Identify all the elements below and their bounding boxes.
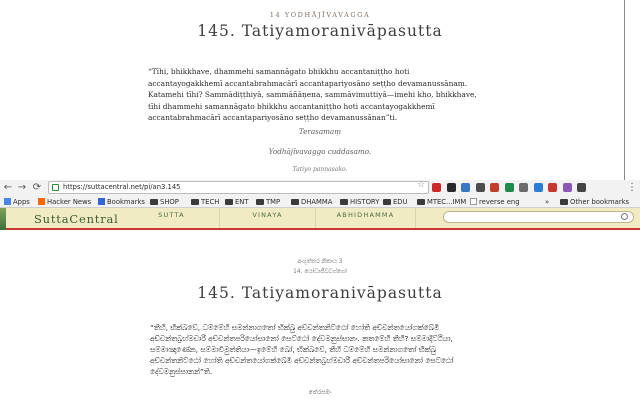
sutta-end-marker: තේරසමං [308,389,332,396]
sutta-body-text: “තීහි, භික්ඛවේ, ධම්මේහි සමන්නාගතෝ භික්ඛු අච්චන්තනිට්ඨෝ හෝති අච්චන්තයෝගක්ඛේමී අච්චන්තබ්‍රහ්මචාරී අච්චන්තපරියෝසානෝ සෙට්ඨෝ දේවමනුස්සානං. කතමේහි තීහි? සම්මාදිට්ඨියා, සම්මාඤාණේන, සම්මාවිමුත්තියා—ඉමේහි ඛෝ, භික්ඛවේ, තීහි ධම්මේහි සමන්නාගතෝ භික්ඛු අච්චන්තනිට්ඨෝ හෝති අච්චන්තයෝගක්ඛේමී අච්චන්තබ්‍රහ්මචාරී අච්චන්තපරියෝසානෝ සෙට්ඨෝ දේවමනුස්සානන්”ති. [150,323,454,376]
bookmark-item[interactable] [150,197,179,207]
extension-icon[interactable] [476,183,485,192]
folder-icon [191,199,199,205]
extension-icon[interactable] [432,183,441,192]
nav-sutta[interactable]: SUTTA [124,208,220,228]
sutta-title: 145. Tatiyamoranivāpasutta [197,22,443,40]
folder-icon [291,199,299,205]
bookmark-item[interactable] [4,197,30,207]
folder-icon [383,199,391,205]
bookmark-label: Hacker News [47,198,92,206]
bookmark-label: ENT [235,198,249,206]
browser-toolbar [0,180,640,208]
folder-icon [340,199,348,205]
bookmark-label: MTEC...IMM [427,198,467,206]
hacker-news-icon [38,198,45,205]
forward-button-icon[interactable]: → [17,182,27,193]
section-header: 14 YODHĀJĪVAVAGGA [269,11,371,19]
site-header [0,208,640,230]
folder-icon [560,199,568,205]
lock-icon [52,184,59,191]
bookmark-item[interactable] [291,197,332,207]
bookmark-item[interactable] [98,197,145,207]
more-bookmarks-icon[interactable]: » [545,198,550,206]
extension-icon[interactable] [534,183,543,192]
url-text: https://suttacentral.net/pi/an3.145 [63,183,181,191]
apps-icon [4,198,11,205]
extension-icon[interactable] [490,183,499,192]
bookmark-item[interactable] [225,197,249,207]
bookmark-label: SHOP [160,198,179,206]
extension-icon[interactable] [447,183,456,192]
vagga-label: 14. යෝධාජීවවග්ගෝ [293,269,347,275]
folder-icon [256,199,264,205]
bookmark-item[interactable] [38,197,91,207]
bookmark-label: Other bookmarks [570,198,630,206]
back-button-icon[interactable]: ← [3,182,13,193]
site-logo[interactable]: SuttaCentral [34,212,119,226]
top-page-view [0,0,640,180]
reload-icon[interactable]: ⟳ [32,182,42,193]
bookmark-label: TECH [201,198,220,206]
bookmark-label: Bookmarks [107,198,145,206]
sutta-title: 145. Tatiyamoranivāpasutta [197,284,443,302]
bookmark-item[interactable] [191,197,219,207]
pannasaka-end-marker: Tatiyo paṇṇasako. [292,166,348,173]
extension-icon[interactable] [519,183,528,192]
bookmark-label: EDU [393,198,408,206]
address-bar[interactable] [48,181,429,194]
extension-icon[interactable] [505,183,514,192]
nav-vinaya[interactable]: VINAYA [220,208,316,228]
bookmark-label: Apps [13,198,30,206]
extension-icon[interactable] [563,183,572,192]
extension-icon[interactable] [577,183,586,192]
bookmark-label: reverse eng [479,198,520,206]
sutta-end-marker: Terasamaṃ [298,127,342,136]
bookmark-item[interactable] [417,197,466,207]
bookmark-item[interactable] [560,197,629,207]
search-input[interactable] [443,211,634,223]
bookmarks-bar [0,196,640,208]
page-icon [470,198,477,205]
vagga-end-marker: Yodhājīvavaggo cuddasamo. [268,147,372,156]
bookmark-item[interactable] [383,197,408,207]
star-icon [98,198,105,205]
search-icon [621,213,628,220]
folder-icon [417,199,425,205]
bookmark-item[interactable] [256,197,280,207]
folder-icon [225,199,233,205]
bookmark-star-icon[interactable]: ☆ [417,180,426,190]
collection-label: අංගුත්තර නිකාය 3 [297,259,343,265]
folder-icon [150,199,158,205]
bottom-page-view [0,232,640,400]
bookmark-label: TMP [266,198,281,206]
sutta-body-text: “Tīhi, bhikkhave, dhammehi samannāgato bhikkhu accantaniṭṭho hoti accantayogakkhemī accantabrahmacārī accantapariyosāno seṭṭho devamanussānaṃ. Katamehi tīhi? Sammādiṭṭhiyā, sammāñāṇena, sammāvimuttiyā—imehi kho, bhikkhave, tīhi dhammehi samannāgato bhikkhu accantaniṭṭho hoti accantayogakkhemī accantabrahmacārī accantapariyosāno seṭṭho devamanussānan”ti. [148,67,477,123]
nav-abhidhamma[interactable]: ABHIDHAMMA [316,208,416,228]
extension-icon[interactable] [548,183,557,192]
sidebar-toggle-stripe[interactable] [0,208,6,230]
bookmark-label: DHAMMA [301,198,333,206]
bookmark-label: HISTORY [350,198,380,206]
bookmark-item[interactable] [340,197,379,207]
bookmark-item[interactable] [470,197,520,207]
browser-menu-icon[interactable]: ⋮ [627,182,637,193]
extension-icon[interactable] [461,183,470,192]
